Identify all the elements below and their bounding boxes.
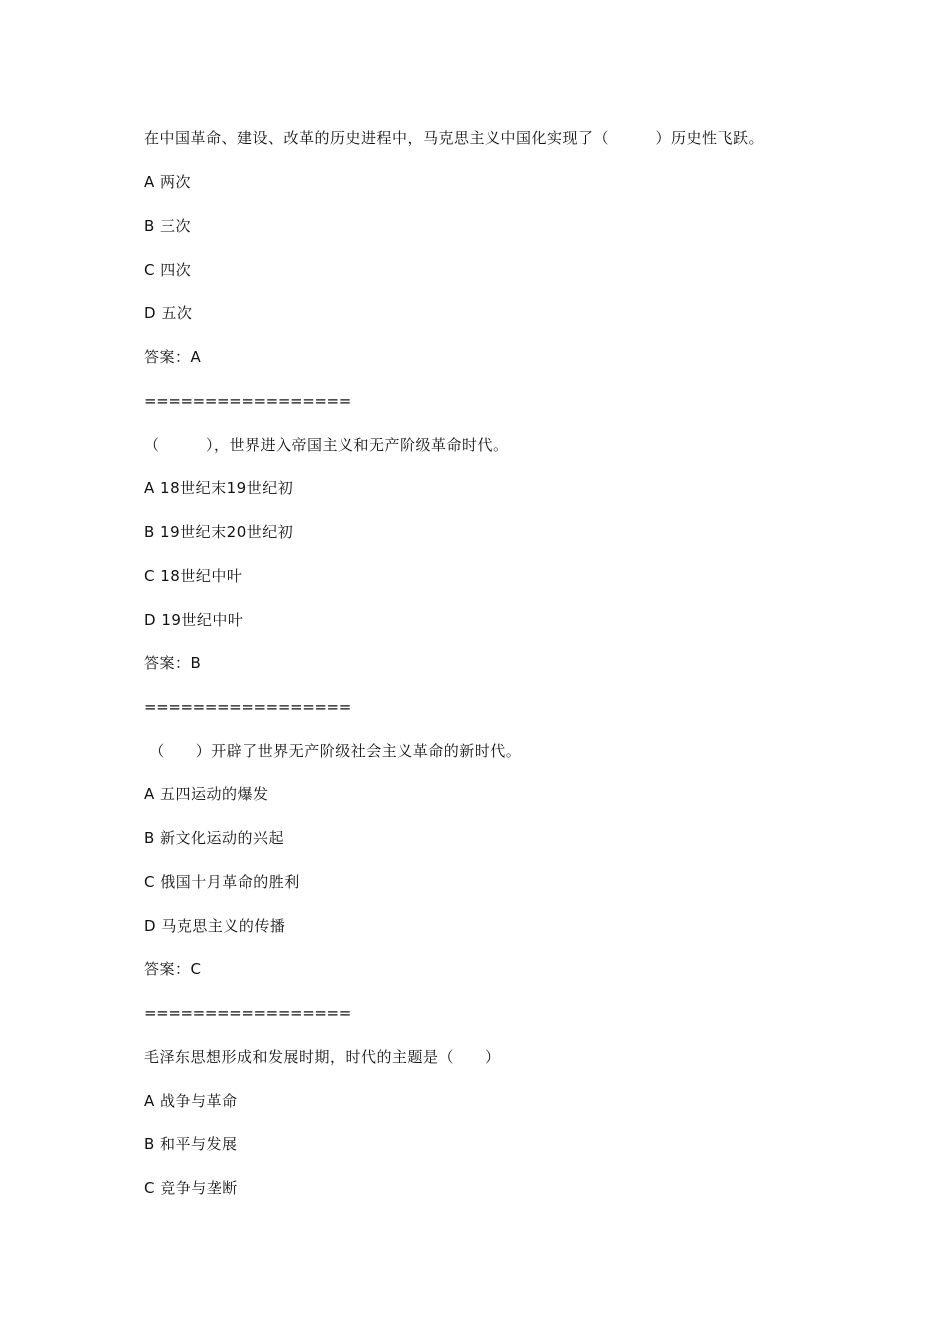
question-3-option-a: A 五四运动的爆发: [144, 785, 269, 803]
question-3-option-c: C 俄国十月革命的胜利: [144, 873, 300, 891]
question-4-option-a: A 战争与革命: [144, 1092, 238, 1110]
question-1-answer: 答案：A: [144, 348, 202, 366]
question-2-option-d: D 19世纪中叶: [144, 611, 244, 629]
question-1-option-d: D 五次: [144, 304, 193, 322]
question-3-option-b: B 新文化运动的兴起: [144, 829, 285, 847]
question-4-option-c: C 竞争与垄断: [144, 1179, 238, 1197]
question-1-option-c: C 四次: [144, 261, 192, 279]
question-1-separator: =================: [144, 392, 351, 410]
question-2-answer: 答案：B: [144, 654, 202, 672]
question-3-option-d: D 马克思主义的传播: [144, 917, 286, 935]
question-2-option-c: C 18世纪中叶: [144, 567, 243, 585]
question-2-option-b: B 19世纪末20世纪初: [144, 523, 294, 541]
question-2-stem: （ ），世界进入帝国主义和无产阶级革命时代。: [144, 436, 509, 454]
question-4-option-b: B 和平与发展: [144, 1135, 238, 1153]
question-3-stem: （ ）开辟了世界无产阶级社会主义革命的新时代。: [144, 742, 522, 760]
question-1-option-b: B 三次: [144, 217, 192, 235]
question-3-separator: =================: [144, 1004, 351, 1022]
question-4-stem: 毛泽东思想形成和发展时期，时代的主题是（ ）: [144, 1048, 501, 1066]
question-1-option-a: A 两次: [144, 173, 192, 191]
question-1-stem: 在中国革命、建设、改革的历史进程中，马克思主义中国化实现了（ ）历史性飞跃。: [144, 129, 765, 147]
question-2-option-a: A 18世纪末19世纪初: [144, 479, 294, 497]
question-2-separator: =================: [144, 698, 351, 716]
question-3-answer: 答案：C: [144, 960, 202, 978]
